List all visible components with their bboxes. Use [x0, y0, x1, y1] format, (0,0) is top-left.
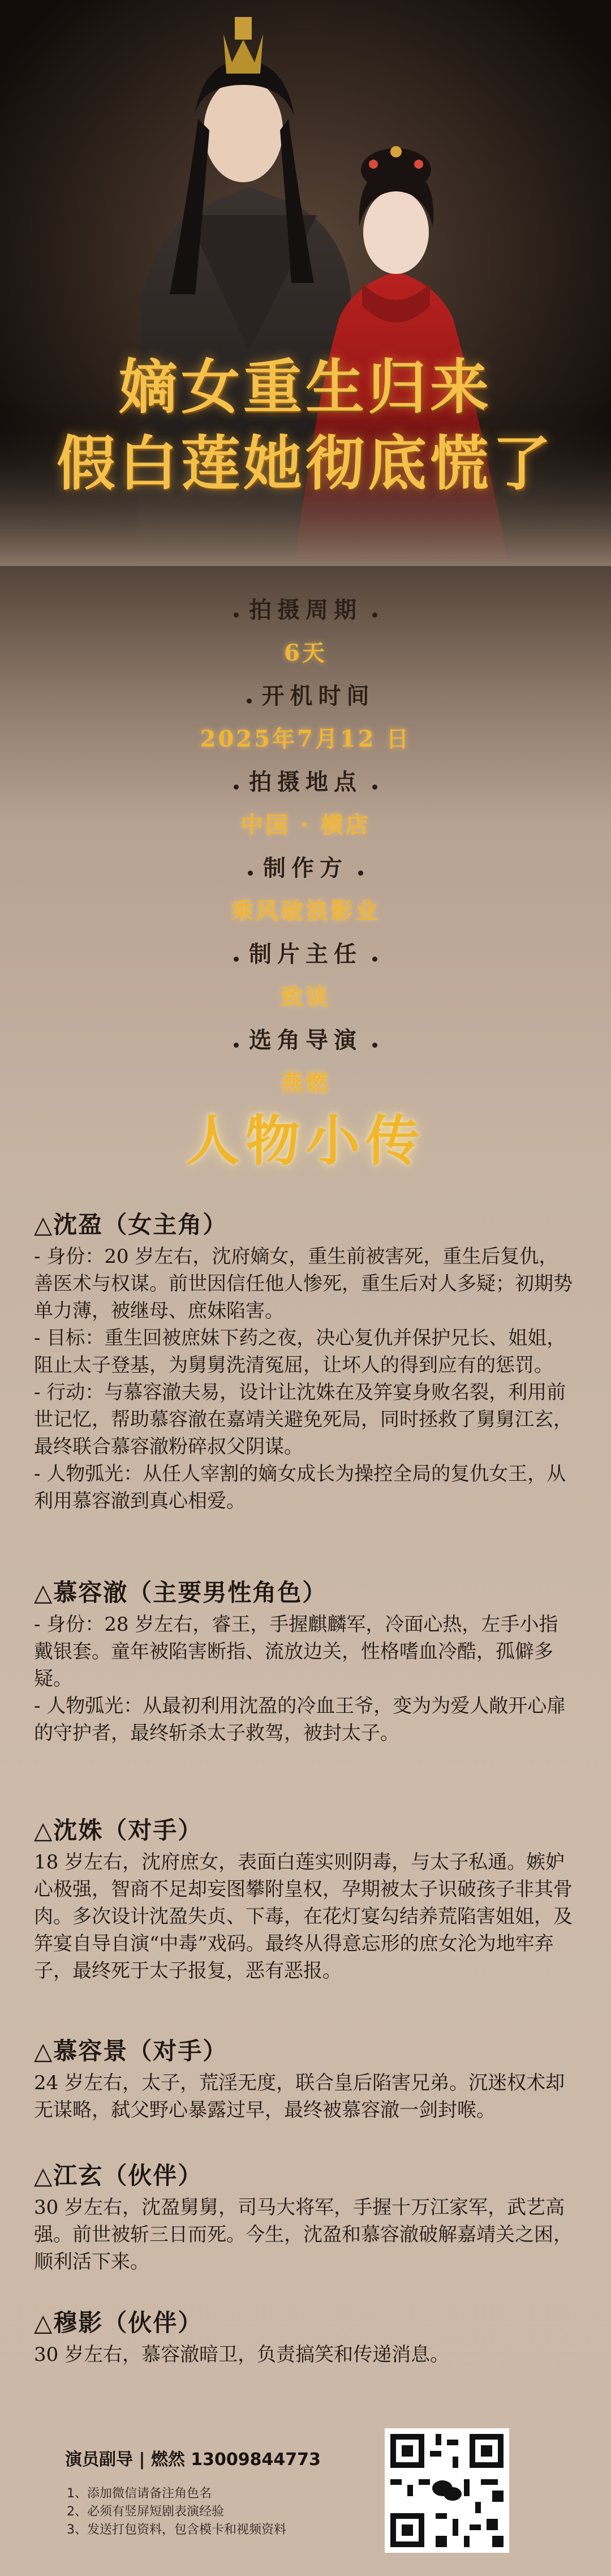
character-line: - 身份：28 岁左右，睿王，手握麒麟军，冷面心热，左手小指戴银套。童年被陷害断指、流放边关，性格嗜血冷酷，孤僻多疑。: [34, 1613, 558, 1690]
info-value-casting-director: 燕燃: [281, 1070, 330, 1096]
character-line: 18 岁左右，沈府庶女，表面白莲实则阴毒，与太子私通。嫉妒心极强，智商不足却妄图攀附皇权，孕期被太子识破孩子非其骨肉。多次设计沈盈失贞、下毒，在花灯宴勾结养荒陷害姐姐，及笄宴自导自演“中毒”戏码。最终从得意忘形的庶女沦为地牢弃子，最终死于太子报复，恶有恶报。: [34, 1851, 573, 1982]
qr-pattern: [385, 2428, 509, 2553]
info-value-producer: 乘风破浪影业: [231, 898, 380, 924]
character-name: △慕容澈（主要男性角色）: [34, 1579, 328, 1606]
character-name: △慕容景（对手）: [34, 2037, 228, 2065]
production-info: [0, 589, 611, 1105]
character-name: △穆影（伙伴）: [34, 2309, 203, 2337]
character-name: △江玄（伙伴）: [34, 2162, 203, 2189]
character-line: 24 岁左右，太子，荒淫无度，联合皇后陷害兄弟。沉迷权术却无谋略，弑父野心暴露过早，最终被慕容澈一剑封喉。: [34, 2072, 565, 2121]
info-label-start-date: 开机时间: [0, 675, 611, 718]
info-label-casting-director: 选角导演: [0, 1019, 611, 1062]
character-line: - 身份：20 岁左右，沈府嫡女，重生前被害死，重生后复仇，善医术与权谋。前世因信任他人惨死，重生后对人多疑；初期势单力薄，被继母、庶妹陷害。: [34, 1245, 573, 1322]
info-label-shooting-period: 拍摄周期: [0, 589, 611, 632]
info-value-shooting-period: 6天: [284, 640, 327, 666]
character-murong-che: [34, 1579, 577, 1747]
character-mu-ying: [34, 2309, 577, 2368]
character-line: 30 岁左右，慕容澈暗卫，负责搞笑和传递消息。: [34, 2343, 450, 2366]
character-line: - 人物弧光：从任人宰割的嫡女成长为操控全局的复仇女王，从利用慕容澈到真心相爱。: [34, 1463, 566, 1512]
note-item: 2、必须有竖屏短剧表演经验: [67, 2505, 224, 2519]
info-label-producer: 制作方: [0, 847, 611, 890]
character-line: - 行动：与慕容澈夫易，设计让沈姝在及笄宴身败名裂，利用前世记忆，帮助慕容澈在嘉靖关避免死局，同时拯救了舅舅江玄，最终联合慕容澈粉碎叔父阴谋。: [34, 1381, 573, 1458]
poster-title-line1: 嫡女重生归来: [118, 352, 492, 422]
character-name: △沈姝（对手）: [34, 1816, 203, 1844]
character-name: △沈盈（女主角）: [34, 1211, 228, 1238]
note-item: 1、添加微信请备注角色名: [67, 2487, 212, 2501]
wechat-qr-code[interactable]: [385, 2428, 509, 2553]
character-shen-shu: [34, 1817, 577, 1984]
note-item: 3、发送打包资料，包含模卡和视频资料: [67, 2523, 286, 2537]
contact-footer: [0, 2417, 611, 2576]
info-value-production-manager: 致谈: [281, 984, 330, 1010]
character-murong-jing: [34, 2038, 577, 2124]
character-line: - 目标：重生回被庶妹下药之夜，决心复仇并保护兄长、姐姐，阻止太子登基，为舅舅洗清冤屈，让坏人的得到应有的惩罚。: [34, 1327, 566, 1377]
character-shen-ying: [34, 1211, 577, 1515]
character-line: 30 岁左右，沈盈舅舅，司马大将军，手握十万江家军，武艺高强。前世被斩三日而死。今生，沈盈和慕容澈破解嘉靖关之困，顺利活下来。: [34, 2196, 573, 2273]
info-label-location: 拍摄地点: [0, 761, 611, 804]
contact-line: 演员副导 | 燃然 13009844773: [65, 2450, 321, 2470]
info-value-location: 中国 · 横店: [240, 812, 371, 838]
character-line: - 人物弧光：从最初利用沈盈的冷血王爷，变为为爱人敞开心扉的守护者，最终斩杀太子救驾，被封太子。: [34, 1695, 566, 1745]
poster-title-line2: 假白莲她彻底慌了: [56, 428, 554, 498]
contact-notes: [67, 2485, 286, 2539]
character-jiang-xuan: [34, 2162, 577, 2275]
info-value-start-date: 2025年7月12 日: [200, 726, 411, 752]
info-label-production-manager: 制片主任: [0, 933, 611, 976]
section-title-character-bios: 人物小传: [186, 1109, 425, 1173]
hero-illustration: [0, 0, 611, 566]
